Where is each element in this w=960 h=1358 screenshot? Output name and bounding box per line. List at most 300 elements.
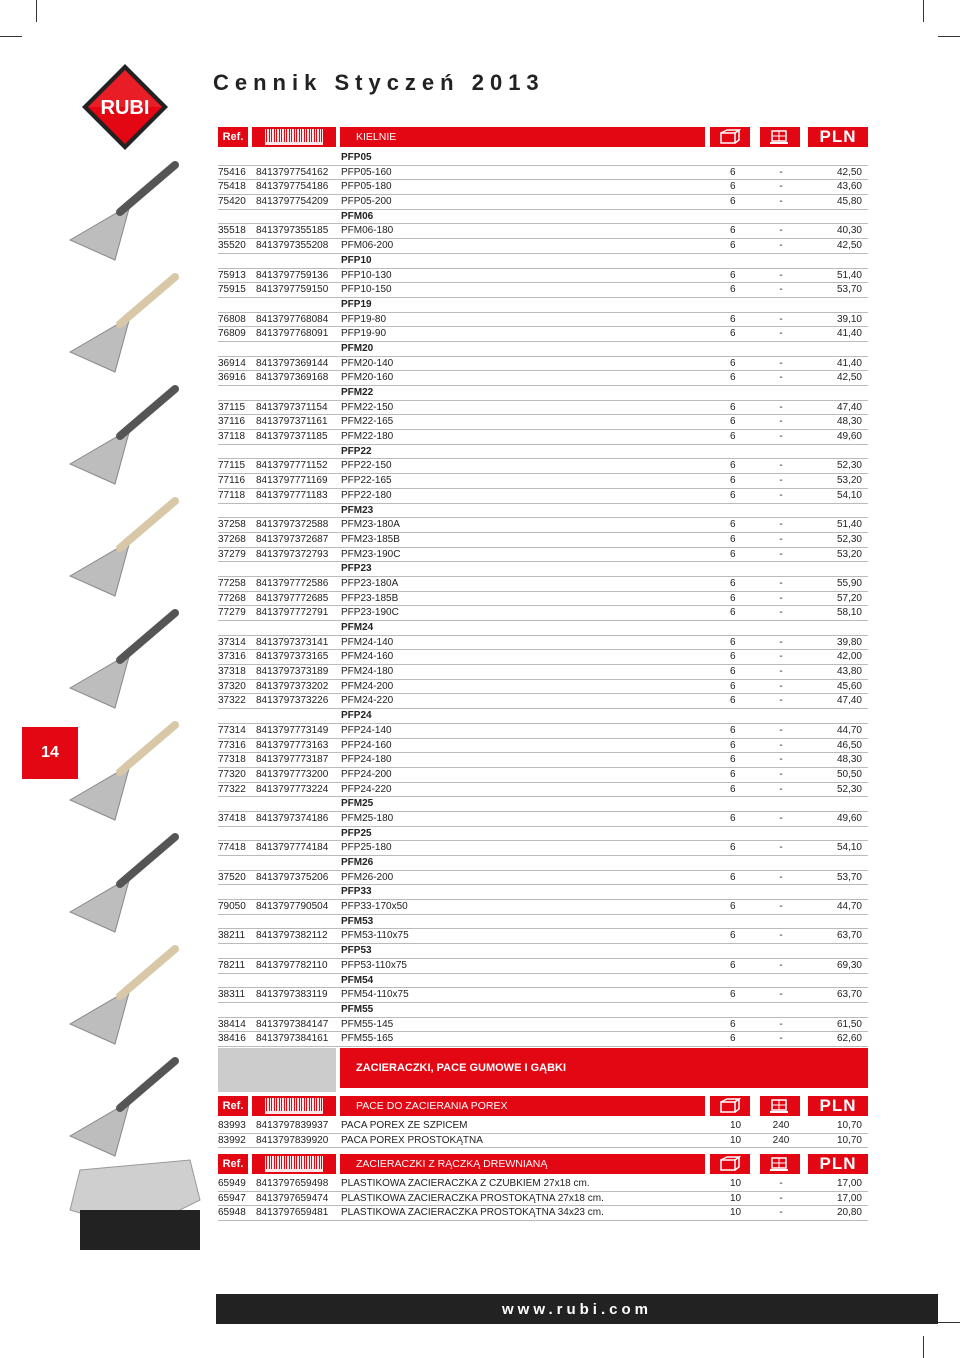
trowel-image (70, 165, 175, 260)
ref-number: 78211 (218, 959, 246, 971)
box-quantity: 6 (730, 166, 736, 178)
product-code: PLASTIKOWA ZACIERACZKA PROSTOKĄTNA 34x23 cm. (341, 1207, 604, 1219)
page-title: Cennik Styczeń 2013 (213, 70, 545, 95)
table-row (218, 1119, 868, 1134)
pallet-quantity: - (779, 460, 783, 472)
pallet-quantity: - (779, 489, 783, 501)
page-number: 14 (22, 727, 78, 779)
box-quantity: 6 (730, 812, 736, 824)
table-row (218, 489, 868, 504)
crop-mark (923, 0, 924, 22)
product-code: PFM24-180 (341, 666, 394, 678)
ean-code: 8413797754209 (256, 196, 329, 208)
price: 41,40 (836, 328, 862, 340)
table-row (218, 812, 868, 827)
pallet-quantity: - (779, 1192, 783, 1204)
price: 48,30 (836, 754, 862, 766)
price: 44,70 (836, 901, 862, 913)
box-quantity: 6 (730, 871, 736, 883)
ref-number: 65947 (218, 1192, 246, 1204)
group-name: PFP10 (341, 254, 372, 266)
pallet-quantity: - (779, 651, 783, 663)
price: 50,50 (836, 768, 862, 780)
ref-header: Ref. (218, 127, 248, 147)
ean-code: 8413797371185 (256, 431, 328, 443)
price: 49,60 (836, 812, 862, 824)
table-row (218, 269, 868, 284)
group-header (218, 856, 868, 871)
product-code: PFM20-140 (341, 357, 394, 369)
product-code: PFM22-180 (341, 431, 394, 443)
group-name: PFP25 (341, 827, 372, 839)
crop-mark (938, 36, 960, 37)
product-code: PFM26-200 (341, 871, 394, 883)
ean-code: 8413797771152 (256, 460, 328, 472)
table-row (218, 415, 868, 430)
group-name: PFP19 (341, 298, 372, 310)
box-quantity: 6 (730, 181, 736, 193)
pallet-quantity: - (779, 1033, 783, 1045)
ref-number: 38211 (218, 930, 246, 942)
ean-code: 8413797839920 (256, 1134, 329, 1146)
box-quantity: 6 (730, 754, 736, 766)
product-code: PFP23-185B (341, 592, 399, 604)
box-quantity: 6 (730, 989, 736, 1001)
group-name: PFM54 (341, 974, 374, 986)
trowel-image (70, 389, 175, 484)
ref-number: 77316 (218, 739, 246, 751)
ean-code: 8413797754186 (256, 181, 329, 193)
box-icon (710, 1096, 750, 1116)
box-quantity: 6 (730, 475, 736, 487)
table-row (218, 371, 868, 386)
table-row (218, 592, 868, 607)
ref-number: 36916 (218, 372, 246, 384)
subsection-title-zacieraczki-drewniane: ZACIERACZKI Z RĄCZKĄ DREWNIANĄ (340, 1154, 705, 1174)
ean-code: 8413797371161 (256, 416, 328, 428)
ref-number: 77318 (218, 754, 246, 766)
box-quantity: 6 (730, 372, 736, 384)
group-name: PFP22 (341, 445, 372, 457)
ean-code: 8413797771169 (256, 475, 328, 487)
group-name: PFM26 (341, 857, 374, 868)
ref-number: 37258 (218, 519, 246, 531)
table-row (218, 548, 868, 563)
price: 53,70 (836, 871, 862, 883)
pallet-quantity: - (779, 519, 783, 531)
box-quantity: 6 (730, 842, 736, 854)
product-images (60, 150, 210, 1260)
table-row (218, 783, 868, 798)
group-name: PFM25 (341, 798, 374, 810)
ean-code: 8413797773200 (256, 768, 329, 780)
trowel-image (70, 613, 175, 708)
pallet-quantity: - (779, 475, 783, 487)
ref-number: 37322 (218, 695, 246, 707)
pallet-quantity: - (779, 284, 783, 296)
box-quantity: 6 (730, 196, 736, 208)
table-row (218, 459, 868, 474)
table-row (218, 724, 868, 739)
product-code: PFM24-200 (341, 680, 394, 692)
table-row (218, 357, 868, 372)
table-row (218, 195, 868, 210)
ref-number: 37314 (218, 636, 246, 648)
pallet-quantity: - (779, 930, 783, 942)
ref-number: 75913 (218, 269, 246, 281)
table-row (218, 768, 868, 783)
ref-number: 77279 (218, 607, 246, 619)
table-row (218, 180, 868, 195)
ref-number: 38311 (218, 989, 246, 1001)
product-code: PFP05-200 (341, 196, 392, 208)
ean-code: 8413797773163 (256, 739, 329, 751)
currency-header: PLN (808, 127, 868, 147)
box-quantity: 10 (730, 1178, 742, 1189)
crop-mark (0, 36, 22, 37)
barcode-header (252, 127, 336, 147)
ref-number: 35520 (218, 240, 246, 252)
table-row (218, 474, 868, 489)
table-row (218, 988, 868, 1003)
trowel-image (70, 837, 175, 932)
ref-number: 75915 (218, 284, 246, 296)
pallet-quantity: - (779, 812, 783, 824)
product-code: PFM54-110x75 (341, 989, 409, 1001)
ean-code: 8413797374186 (256, 812, 329, 824)
group-header (218, 254, 868, 269)
price: 43,60 (836, 181, 862, 193)
ean-code: 8413797768091 (256, 328, 329, 340)
pallet-quantity: - (779, 1178, 783, 1189)
group-header (218, 885, 868, 900)
ean-code: 8413797384147 (256, 1018, 329, 1030)
table-row (218, 665, 868, 680)
product-code: PLASTIKOWA ZACIERACZKA Z CZUBKIEM 27x18 cm. (341, 1178, 590, 1189)
product-code: PFP24-160 (341, 739, 392, 751)
product-code: PFP24-140 (341, 724, 392, 736)
product-code: PFM06-180 (341, 225, 394, 237)
product-code: PFP19-80 (341, 313, 387, 325)
price: 52,30 (836, 460, 862, 472)
box-quantity: 6 (730, 930, 736, 942)
group-name: PFP05 (341, 152, 372, 163)
ref-number: 77418 (218, 842, 246, 854)
product-code: PFM55-165 (341, 1033, 394, 1045)
table-row (218, 313, 868, 328)
price: 42,50 (836, 372, 862, 384)
group-name: PFP33 (341, 886, 372, 898)
ean-code: 8413797369144 (256, 357, 329, 369)
pallet-quantity: - (779, 416, 783, 428)
product-code: PFP10-150 (341, 284, 392, 296)
box-quantity: 6 (730, 1018, 736, 1030)
price: 53,20 (836, 548, 862, 560)
table-row (218, 401, 868, 416)
box-quantity: 6 (730, 269, 736, 281)
price-table-zacieraczki (218, 1177, 868, 1221)
price: 39,80 (836, 636, 862, 648)
price: 47,40 (836, 695, 862, 707)
ref-number: 37320 (218, 680, 246, 692)
ref-number: 37418 (218, 812, 246, 824)
box-quantity: 6 (730, 901, 736, 913)
price: 55,90 (836, 577, 862, 589)
pallet-quantity: - (779, 372, 783, 384)
box-quantity: 6 (730, 489, 736, 501)
price: 10,70 (836, 1120, 862, 1131)
table-row (218, 430, 868, 445)
box-quantity: 6 (730, 313, 736, 325)
price: 52,30 (836, 533, 862, 545)
pallet-quantity: - (779, 196, 783, 208)
table-row (218, 1192, 868, 1207)
box-quantity: 6 (730, 548, 736, 560)
product-code: PFP19-90 (341, 328, 387, 340)
product-code: PFP23-180A (341, 577, 399, 589)
brand-text: RUBI (100, 97, 150, 119)
pallet-quantity: - (779, 724, 783, 736)
box-quantity: 6 (730, 460, 736, 472)
ref-number: 37115 (218, 401, 246, 413)
ean-code: 8413797659474 (256, 1192, 329, 1204)
price: 53,70 (836, 284, 862, 296)
ref-number: 36914 (218, 357, 246, 369)
product-code: PFM53-110x75 (341, 930, 409, 942)
price: 45,80 (836, 196, 862, 208)
product-code: PFP10-130 (341, 269, 392, 281)
product-code: PFM25-180 (341, 812, 394, 824)
ref-number: 77320 (218, 768, 246, 780)
ean-code: 8413797659498 (256, 1178, 329, 1189)
pallet-quantity: - (779, 548, 783, 560)
ean-code: 8413797782110 (256, 959, 328, 971)
product-code: PFP05-160 (341, 166, 392, 178)
price: 42,50 (836, 166, 862, 178)
price: 54,10 (836, 489, 862, 501)
group-header (218, 621, 868, 636)
pallet-quantity: 240 (772, 1134, 790, 1146)
box-quantity: 6 (730, 768, 736, 780)
box-icon (710, 127, 750, 147)
ean-code: 8413797773224 (256, 783, 329, 795)
ref-number: 38416 (218, 1033, 246, 1045)
pallet-quantity: - (779, 754, 783, 766)
ref-header: Ref. (218, 1096, 248, 1116)
price: 17,00 (836, 1178, 862, 1189)
box-quantity: 6 (730, 416, 736, 428)
pallet-quantity: 240 (772, 1120, 790, 1131)
group-header (218, 1003, 868, 1018)
ref-number: 79050 (218, 901, 246, 913)
price-table-kielnie (218, 151, 868, 1047)
price-table-porex (218, 1119, 868, 1148)
product-code: PFP22-165 (341, 475, 392, 487)
box-quantity: 6 (730, 328, 736, 340)
box-quantity: 6 (730, 959, 736, 971)
price: 40,30 (836, 225, 862, 237)
ref-number: 75420 (218, 196, 246, 208)
box-quantity: 6 (730, 607, 736, 619)
box-quantity: 6 (730, 225, 736, 237)
product-code: PFP05-180 (341, 181, 392, 193)
pallet-quantity: - (779, 1018, 783, 1030)
pallet-quantity: - (779, 431, 783, 443)
product-code: PFM23-185B (341, 533, 400, 545)
pallet-quantity: - (779, 842, 783, 854)
rubi-logo (80, 62, 170, 152)
ean-code: 8413797372687 (256, 533, 329, 545)
crop-mark (36, 0, 37, 22)
group-name: PFP24 (341, 710, 372, 722)
ref-header: Ref. (218, 1154, 248, 1174)
product-code: PFP24-180 (341, 754, 392, 766)
price: 17,00 (836, 1192, 862, 1204)
group-header (218, 445, 868, 460)
table-row (218, 1018, 868, 1033)
box-quantity: 6 (730, 592, 736, 604)
ref-number: 35518 (218, 225, 246, 237)
product-code: PLASTIKOWA ZACIERACZKA PROSTOKĄTNA 27x18 cm. (341, 1192, 604, 1204)
ean-code: 8413797773149 (256, 724, 329, 736)
table-row (218, 577, 868, 592)
price: 43,80 (836, 666, 862, 678)
table-row (218, 1032, 868, 1047)
barcode-header (252, 1096, 336, 1116)
table-row (218, 283, 868, 298)
pallet-icon (760, 1154, 800, 1174)
price: 62,60 (836, 1033, 862, 1045)
product-code: PACA POREX ZE SZPICEM (341, 1120, 468, 1131)
pallet-quantity: - (779, 225, 783, 237)
pallet-quantity: - (779, 959, 783, 971)
table-row (218, 327, 868, 342)
product-code: PFP23-190C (341, 607, 399, 619)
table-row (218, 533, 868, 548)
price: 42,50 (836, 240, 862, 252)
price: 53,20 (836, 475, 862, 487)
box-quantity: 10 (730, 1207, 742, 1219)
product-code: PFM22-165 (341, 416, 394, 428)
pallet-quantity: - (779, 533, 783, 545)
pallet-quantity: - (779, 901, 783, 913)
box-quantity: 6 (730, 680, 736, 692)
group-name: PFM24 (341, 622, 374, 633)
pallet-quantity: - (779, 313, 783, 325)
section-title-kielnie: KIELNIE (340, 127, 705, 147)
price: 42,00 (836, 651, 862, 663)
ean-code: 8413797772586 (256, 577, 329, 589)
crop-mark (938, 1322, 960, 1323)
table-row (218, 959, 868, 974)
trowel-image (70, 277, 175, 372)
table-row (218, 239, 868, 254)
table-row (218, 680, 868, 695)
ref-number: 37316 (218, 651, 246, 663)
box-quantity: 6 (730, 695, 736, 707)
ean-code: 8413797375206 (256, 871, 329, 883)
box-quantity: 6 (730, 240, 736, 252)
box-quantity: 6 (730, 636, 736, 648)
table-row (218, 694, 868, 709)
product-code: PFP22-150 (341, 460, 392, 472)
product-code: PFM23-190C (341, 548, 401, 560)
ean-code: 8413797355185 (256, 225, 329, 237)
price: 47,40 (836, 401, 862, 413)
barcode-icon (265, 1098, 323, 1114)
table-row (218, 518, 868, 533)
ref-number: 83993 (218, 1120, 246, 1131)
ref-number: 77268 (218, 592, 246, 604)
section-thumbnail (218, 1048, 336, 1092)
ref-number: 65949 (218, 1178, 246, 1189)
box-quantity: 6 (730, 724, 736, 736)
ean-code: 8413797371154 (256, 401, 328, 413)
group-header (218, 386, 868, 401)
pallet-quantity: - (779, 166, 783, 178)
price: 58,10 (836, 607, 862, 619)
ref-number: 37116 (218, 416, 246, 428)
group-header (218, 504, 868, 519)
currency-header: PLN (808, 1096, 868, 1116)
table-row (218, 929, 868, 944)
group-name: PFM23 (341, 504, 374, 516)
box-quantity: 6 (730, 284, 736, 296)
ean-code: 8413797771183 (256, 489, 328, 501)
ref-number: 77115 (218, 460, 246, 472)
group-header (218, 562, 868, 577)
box-quantity: 6 (730, 739, 736, 751)
group-header (218, 210, 868, 225)
ean-code: 8413797839937 (256, 1120, 329, 1131)
box-quantity: 6 (730, 666, 736, 678)
box-quantity: 6 (730, 1033, 736, 1045)
group-header (218, 915, 868, 930)
ean-code: 8413797790504 (256, 901, 329, 913)
ref-number: 75418 (218, 181, 246, 193)
box-quantity: 10 (730, 1120, 742, 1131)
trowel-image (70, 725, 175, 820)
box-quantity: 6 (730, 401, 736, 413)
ean-code: 8413797754162 (256, 166, 329, 178)
product-code: PFP33-170x50 (341, 901, 408, 913)
ref-number: 76808 (218, 313, 246, 325)
ref-number: 77314 (218, 724, 246, 736)
product-code: PFM06-200 (341, 240, 394, 252)
trowel-image (70, 1061, 175, 1156)
crop-mark (923, 1336, 924, 1358)
pallet-quantity: - (779, 401, 783, 413)
pallet-quantity: - (779, 783, 783, 795)
table-row (218, 900, 868, 915)
ref-number: 77258 (218, 577, 246, 589)
pallet-quantity: - (779, 269, 783, 281)
price: 39,10 (836, 313, 862, 325)
pallet-quantity: - (779, 989, 783, 1001)
barcode-icon (265, 1156, 323, 1172)
ean-code: 8413797373141 (256, 636, 329, 648)
price: 51,40 (836, 519, 862, 531)
price: 51,40 (836, 269, 862, 281)
price: 41,40 (836, 357, 862, 369)
subsection-title-porex: PACE DO ZACIERANIA POREX (340, 1096, 705, 1116)
ean-code: 8413797372588 (256, 519, 329, 531)
pallet-quantity: - (779, 240, 783, 252)
pallet-quantity: - (779, 357, 783, 369)
footer-url[interactable]: www.rubi.com (216, 1294, 938, 1324)
table-row (218, 753, 868, 768)
group-name: PFM22 (341, 387, 374, 398)
